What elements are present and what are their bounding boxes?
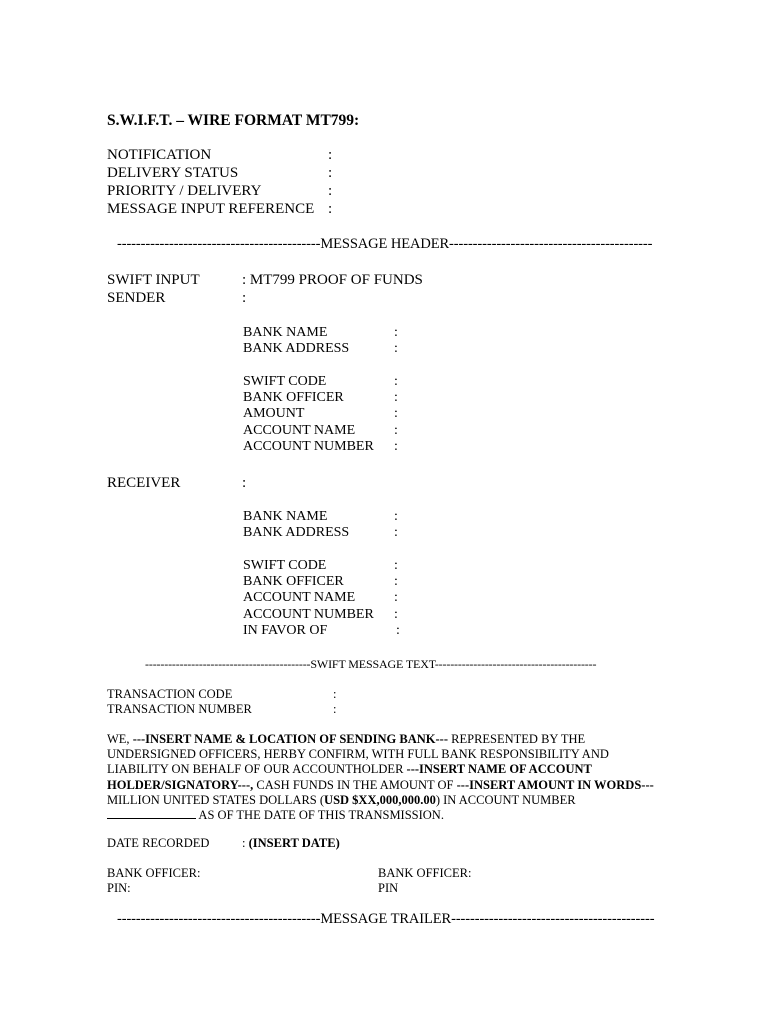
insert-amount-words-placeholder: ---INSERT AMOUNT IN WORDS--- — [456, 777, 654, 792]
transaction-number-label: TRANSACTION NUMBER — [107, 702, 252, 716]
field-colon: : — [394, 325, 398, 340]
field-colon: : — [328, 165, 333, 181]
field-colon: : — [394, 439, 398, 454]
body-text-span: UNDERSIGNED OFFICERS, HERBY CONFIRM, WITH FULL BANK RESPONSIBILITY AND — [107, 747, 609, 762]
field-colon: : — [242, 475, 247, 491]
field-colon: : — [394, 390, 398, 405]
message-header-divider: -------------------------------------------MESSAGE HEADER------------------------------------------- — [117, 236, 653, 252]
confirmation-paragraph — [107, 732, 707, 823]
field-colon: : — [242, 836, 249, 850]
sender-bank-address-label: BANK ADDRESS — [243, 341, 350, 356]
body-text-span: AS OF THE DATE OF THIS TRANSMISSION. — [196, 808, 444, 823]
field-colon: : — [394, 509, 398, 524]
receiver-account-number-label: ACCOUNT NUMBER — [243, 607, 374, 622]
receiver-label: RECEIVER — [107, 475, 181, 491]
swift-message-text-divider: -------------------------------------------SWIFT MESSAGE TEXT------------------------------------------ — [145, 657, 597, 671]
insert-sending-bank-placeholder: ---INSERT NAME & LOCATION OF SENDING BANK--- — [132, 732, 449, 746]
receiver-bank-officer-label: BANK OFFICER — [243, 574, 344, 589]
body-line — [107, 762, 707, 777]
sender-bank-officer-label: BANK OFFICER — [243, 390, 344, 405]
swift-input-label: SWIFT INPUT — [107, 272, 200, 288]
sender-account-name-label: ACCOUNT NAME — [243, 423, 356, 438]
field-message-input-reference-label: MESSAGE INPUT REFERENCE — [107, 201, 315, 217]
field-colon: : — [394, 423, 398, 438]
field-priority-delivery-label: PRIORITY / DELIVERY — [107, 183, 262, 199]
transaction-code-label: TRANSACTION CODE — [107, 687, 233, 701]
receiver-bank-address-label: BANK ADDRESS — [243, 525, 350, 540]
field-colon: : — [328, 183, 333, 199]
body-text-span: ) IN ACCOUNT NUMBER — [435, 792, 576, 807]
body-text-span: CASH FUNDS IN THE AMOUNT OF — [253, 777, 457, 792]
body-text-span: LIABILITY ON BEHALF OF OUR ACCOUNTHOLDER — [107, 762, 407, 777]
field-colon: : — [328, 147, 333, 163]
body-line — [107, 778, 707, 793]
body-line — [107, 808, 707, 823]
field-delivery-status-label: DELIVERY STATUS — [107, 165, 239, 181]
sender-account-number-label: ACCOUNT NUMBER — [243, 439, 374, 454]
field-colon: : — [333, 687, 337, 701]
document-title: S.W.I.F.T. – WIRE FORMAT MT799: — [107, 112, 360, 129]
sender-label: SENDER — [107, 290, 166, 306]
sender-bank-name-label: BANK NAME — [243, 325, 328, 340]
field-colon: : — [328, 201, 333, 217]
receiver-bank-name-label: BANK NAME — [243, 509, 328, 524]
body-line — [107, 732, 707, 747]
left-pin-label: PIN: — [107, 881, 131, 895]
receiver-account-name-label: ACCOUNT NAME — [243, 590, 356, 605]
insert-account-holder-placeholder: ---INSERT NAME OF ACCOUNT — [406, 762, 592, 777]
sender-swift-code-label: SWIFT CODE — [243, 374, 327, 389]
date-recorded-label: DATE RECORDED — [107, 836, 210, 850]
message-trailer-divider: -------------------------------------------MESSAGE TRAILER------------------------------------------- — [117, 911, 655, 927]
field-colon: : — [394, 341, 398, 356]
date-recorded-value — [242, 836, 340, 852]
body-line — [107, 747, 707, 762]
left-bank-officer-label: BANK OFFICER: — [107, 866, 201, 880]
sender-amount-label: AMOUNT — [243, 406, 305, 421]
field-colon: : — [394, 558, 398, 573]
body-line — [107, 793, 707, 808]
field-colon: : — [394, 525, 398, 540]
field-colon: : — [394, 406, 398, 421]
body-text-span: MILLION UNITED STATES DOLLARS ( — [107, 792, 325, 807]
receiver-swift-code-label: SWIFT CODE — [243, 558, 327, 573]
field-colon: : — [394, 607, 398, 622]
right-bank-officer-label: BANK OFFICER: — [378, 866, 472, 880]
account-number-blank-line — [107, 808, 196, 819]
field-colon: : — [394, 374, 398, 389]
field-colon: : — [396, 623, 400, 638]
right-pin-label: PIN — [378, 881, 399, 895]
field-colon: : — [394, 574, 398, 589]
field-colon: : — [242, 290, 247, 306]
field-notification-label: NOTIFICATION — [107, 147, 212, 163]
receiver-in-favor-of-label: IN FAVOR OF — [243, 623, 328, 638]
body-text-span: REPRESENTED BY THE — [448, 732, 586, 746]
insert-account-holder-placeholder: HOLDER/SIGNATORY---, — [107, 777, 254, 792]
insert-date-placeholder: (INSERT DATE) — [248, 836, 340, 850]
swift-input-value: : MT799 PROOF OF FUNDS — [242, 272, 423, 288]
field-colon: : — [394, 590, 398, 605]
body-text-span: WE, — [107, 732, 133, 746]
field-colon: : — [333, 702, 337, 716]
usd-amount-placeholder: USD $XX,000,000.00 — [324, 792, 436, 807]
